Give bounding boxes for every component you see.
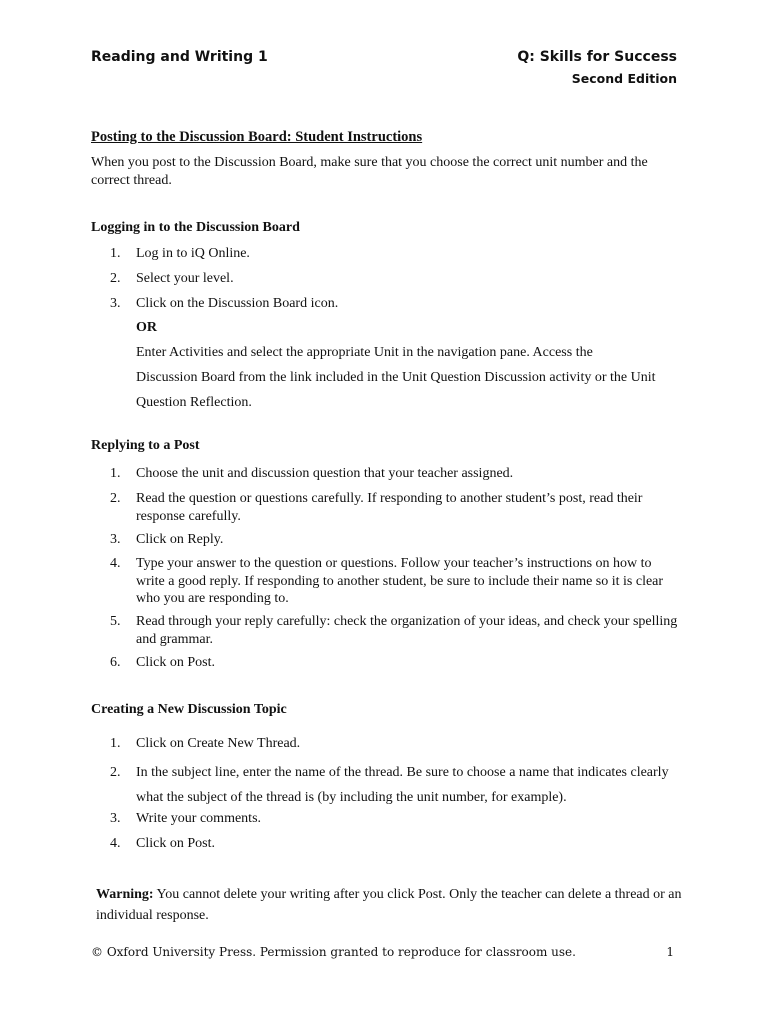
list-text: In the subject line, enter the name of the thread. Be sure to choose a name that indicates clearly what the subject of the thread is (by including the unit number, for example). xyxy=(136,765,669,805)
list-number: 3. xyxy=(110,811,121,826)
list-text: Click on Reply. xyxy=(136,532,224,547)
warning-note xyxy=(96,884,686,926)
or-label: OR xyxy=(136,320,157,335)
header-series-title: Q: Skills for Success xyxy=(517,49,677,65)
page-number: 1 xyxy=(666,945,674,959)
list-number: 1. xyxy=(110,246,121,261)
list-number: 4. xyxy=(110,556,121,571)
list-number: 5. xyxy=(110,614,121,629)
alternative-instruction-line: Question Reflection. xyxy=(136,395,252,410)
section-heading-replying: Replying to a Post xyxy=(91,438,200,453)
document-title: Posting to the Discussion Board: Student Instructions xyxy=(91,129,423,145)
footer-copyright: © Oxford University Press. Permission granted to reproduce for classroom use. xyxy=(91,945,576,959)
header-edition: Second Edition xyxy=(571,71,677,86)
alternative-instruction-line: Discussion Board from the link included in the Unit Question Discussion activity or the Unit xyxy=(136,370,656,385)
intro-paragraph: When you post to the Discussion Board, make sure that you choose the correct unit number and the correct thread. xyxy=(91,155,648,188)
list-text: Read the question or questions carefully. If responding to another student’s post, read their response carefully. xyxy=(136,491,643,524)
list-text: Click on Post. xyxy=(136,836,215,851)
list-text: Select your level. xyxy=(136,271,234,286)
warning-label: Warning: xyxy=(96,887,154,902)
list-text: Type your answer to the question or questions. Follow your teacher’s instructions on how to write a good reply. If responding to another student, be sure to include their name so it is clear who you are responding to. xyxy=(136,556,664,606)
list-number: 4. xyxy=(110,836,121,851)
list-number: 1. xyxy=(110,736,121,751)
list-number: 6. xyxy=(110,655,121,670)
warning-text: You cannot delete your writing after you click Post. Only the teacher can delete a thread or an individual response. xyxy=(96,887,682,923)
alternative-instruction-line: Enter Activities and select the appropriate Unit in the navigation pane. Access the xyxy=(136,345,593,360)
list-number: 3. xyxy=(110,532,121,547)
list-text: Write your comments. xyxy=(136,811,262,826)
list-number: 2. xyxy=(110,491,121,506)
section-heading-creating: Creating a New Discussion Topic xyxy=(91,702,287,717)
list-text: Log in to iQ Online. xyxy=(136,246,250,261)
list-text: Click on Create New Thread. xyxy=(136,736,301,751)
list-number: 2. xyxy=(110,271,121,286)
list-text: Click on the Discussion Board icon. xyxy=(136,296,339,311)
list-text: Read through your reply carefully: check the organization of your ideas, and check your spelling and grammar. xyxy=(136,614,678,647)
header-course-title: Reading and Writing 1 xyxy=(91,49,268,65)
list-number: 1. xyxy=(110,466,121,481)
list-text: Click on Post. xyxy=(136,655,215,670)
list-text: Choose the unit and discussion question that your teacher assigned. xyxy=(136,466,514,481)
section-heading-logging-in: Logging in to the Discussion Board xyxy=(91,220,300,235)
list-number: 3. xyxy=(110,296,121,311)
list-number: 2. xyxy=(110,765,121,780)
